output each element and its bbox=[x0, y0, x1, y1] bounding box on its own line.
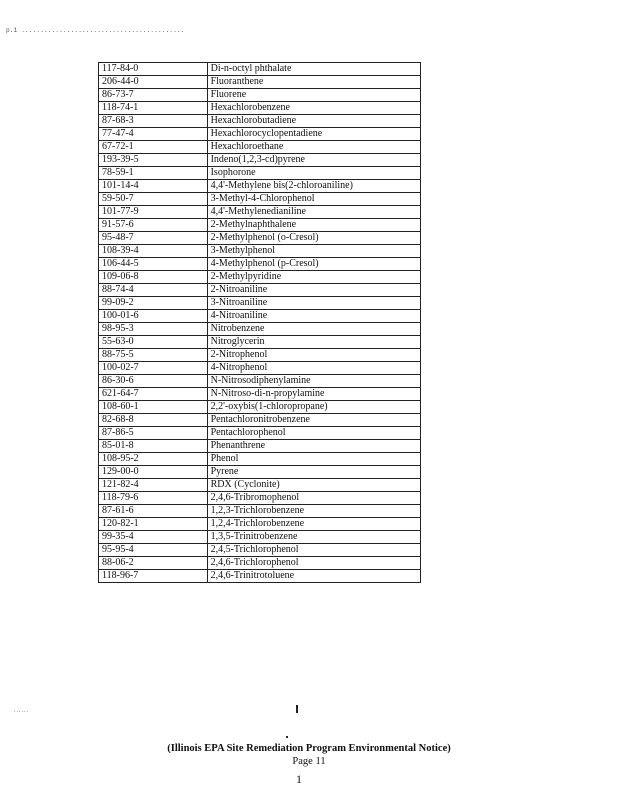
footer-page-number: Page 11 bbox=[292, 756, 326, 767]
table-row bbox=[99, 323, 421, 336]
table-row bbox=[99, 167, 421, 180]
stray-dot bbox=[286, 736, 288, 738]
stray-mark-vertical bbox=[296, 705, 298, 713]
chemical-table-body bbox=[99, 63, 421, 583]
chemical-name-cell: 1,2,4-Trichlorobenzene bbox=[207, 518, 420, 531]
chemical-name-cell: 2-Nitroaniline bbox=[207, 284, 420, 297]
stray-mark: ...... bbox=[14, 708, 29, 714]
chemical-name-cell: 3-Methylphenol bbox=[207, 245, 420, 258]
table-row bbox=[99, 453, 421, 466]
table-row bbox=[99, 414, 421, 427]
cas-number-cell: 109-06-8 bbox=[99, 271, 208, 284]
cas-number-cell: 95-95-4 bbox=[99, 544, 208, 557]
cas-number-cell: 101-77-9 bbox=[99, 206, 208, 219]
table-row bbox=[99, 89, 421, 102]
chemical-name-cell: Hexachlorocyclopentadiene bbox=[207, 128, 420, 141]
cas-number-cell: 91-57-6 bbox=[99, 219, 208, 232]
cas-number-cell: 121-82-4 bbox=[99, 479, 208, 492]
chemical-name-cell: Isophorone bbox=[207, 167, 420, 180]
chemical-table bbox=[98, 62, 421, 583]
table-row bbox=[99, 440, 421, 453]
cas-number-cell: 193-39-5 bbox=[99, 154, 208, 167]
chemical-name-cell: 2,4,6-Trichlorophenol bbox=[207, 557, 420, 570]
table-row bbox=[99, 245, 421, 258]
table-row bbox=[99, 180, 421, 193]
table-row bbox=[99, 154, 421, 167]
cas-number-cell: 99-35-4 bbox=[99, 531, 208, 544]
cas-number-cell: 88-74-4 bbox=[99, 284, 208, 297]
table-row bbox=[99, 505, 421, 518]
table-row bbox=[99, 531, 421, 544]
cas-number-cell: 108-60-1 bbox=[99, 401, 208, 414]
table-row bbox=[99, 284, 421, 297]
cas-number-cell: 118-79-6 bbox=[99, 492, 208, 505]
chemical-name-cell: 1,2,3-Trichlorobenzene bbox=[207, 505, 420, 518]
cas-number-cell: 82-68-8 bbox=[99, 414, 208, 427]
chemical-name-cell: Hexachloroethane bbox=[207, 141, 420, 154]
cas-number-cell: 87-61-6 bbox=[99, 505, 208, 518]
chemical-name-cell: Indeno(1,2,3-cd)pyrene bbox=[207, 154, 420, 167]
chemical-name-cell: 1,3,5-Trinitrobenzene bbox=[207, 531, 420, 544]
chemical-name-cell: 2,4,6-Tribromophenol bbox=[207, 492, 420, 505]
chemical-name-cell: 4,4'-Methylene bis(2-chloroaniline) bbox=[207, 180, 420, 193]
cas-number-cell: 108-95-2 bbox=[99, 453, 208, 466]
table-row bbox=[99, 466, 421, 479]
table-row bbox=[99, 401, 421, 414]
cas-number-cell: 118-96-7 bbox=[99, 570, 208, 583]
cas-number-cell: 86-73-7 bbox=[99, 89, 208, 102]
table-row bbox=[99, 206, 421, 219]
table-row bbox=[99, 297, 421, 310]
cas-number-cell: 55-63-0 bbox=[99, 336, 208, 349]
chemical-name-cell: Di-n-octyl phthalate bbox=[207, 63, 420, 76]
chemical-name-cell: 4-Methylphenol (p-Cresol) bbox=[207, 258, 420, 271]
cas-number-cell: 77-47-4 bbox=[99, 128, 208, 141]
table-row bbox=[99, 388, 421, 401]
chemical-name-cell: N-Nitroso-di-n-propylamine bbox=[207, 388, 420, 401]
table-row bbox=[99, 115, 421, 128]
chemical-name-cell: Pentachloronitrobenzene bbox=[207, 414, 420, 427]
chemical-name-cell: 4,4'-Methylenedianiline bbox=[207, 206, 420, 219]
cas-number-cell: 129-00-0 bbox=[99, 466, 208, 479]
chemical-name-cell: 2-Nitrophenol bbox=[207, 349, 420, 362]
cas-number-cell: 120-82-1 bbox=[99, 518, 208, 531]
cas-number-cell: 78-59-1 bbox=[99, 167, 208, 180]
table-row bbox=[99, 349, 421, 362]
cas-number-cell: 106-44-5 bbox=[99, 258, 208, 271]
table-row bbox=[99, 479, 421, 492]
table-row bbox=[99, 63, 421, 76]
cas-number-cell: 59-50-7 bbox=[99, 193, 208, 206]
cas-number-cell: 99-09-2 bbox=[99, 297, 208, 310]
table-row bbox=[99, 557, 421, 570]
cas-number-cell: 206-44-0 bbox=[99, 76, 208, 89]
chemical-name-cell: Nitroglycerin bbox=[207, 336, 420, 349]
cas-number-cell: 100-01-6 bbox=[99, 310, 208, 323]
cas-number-cell: 87-86-5 bbox=[99, 427, 208, 440]
chemical-name-cell: 2-Methylnaphthalene bbox=[207, 219, 420, 232]
cas-number-cell: 67-72-1 bbox=[99, 141, 208, 154]
chemical-name-cell: 2-Methylphenol (o-Cresol) bbox=[207, 232, 420, 245]
cas-number-cell: 95-48-7 bbox=[99, 232, 208, 245]
table-row bbox=[99, 492, 421, 505]
table-row bbox=[99, 336, 421, 349]
cas-number-cell: 621-64-7 bbox=[99, 388, 208, 401]
cas-number-cell: 118-74-1 bbox=[99, 102, 208, 115]
chemical-name-cell: 2-Methylpyridine bbox=[207, 271, 420, 284]
chemical-name-cell: Hexachlorobutadiene bbox=[207, 115, 420, 128]
chemical-name-cell: Pentachlorophenol bbox=[207, 427, 420, 440]
table-row bbox=[99, 375, 421, 388]
chemical-name-cell: 2,4,6-Trinitrotoluene bbox=[207, 570, 420, 583]
chemical-name-cell: N-Nitrosodiphenylamine bbox=[207, 375, 420, 388]
chemical-name-cell: Phenol bbox=[207, 453, 420, 466]
table-row bbox=[99, 570, 421, 583]
chemical-name-cell: Phenanthrene bbox=[207, 440, 420, 453]
table-row bbox=[99, 258, 421, 271]
chemical-name-cell: Nitrobenzene bbox=[207, 323, 420, 336]
cas-number-cell: 86-30-6 bbox=[99, 375, 208, 388]
table-row bbox=[99, 518, 421, 531]
footer-tick-mark: 1 bbox=[296, 772, 302, 786]
cas-number-cell: 87-68-3 bbox=[99, 115, 208, 128]
chemical-name-cell: Pyrene bbox=[207, 466, 420, 479]
footer-title: (Illinois EPA Site Remediation Program Environmental Notice) bbox=[167, 743, 451, 754]
table-row bbox=[99, 427, 421, 440]
cas-number-cell: 101-14-4 bbox=[99, 180, 208, 193]
chemical-name-cell: Fluorene bbox=[207, 89, 420, 102]
cas-number-cell: 117-84-0 bbox=[99, 63, 208, 76]
table-row bbox=[99, 128, 421, 141]
table-row bbox=[99, 544, 421, 557]
chemical-name-cell: 3-Methyl-4-Chlorophenol bbox=[207, 193, 420, 206]
cas-number-cell: 108-39-4 bbox=[99, 245, 208, 258]
table-row bbox=[99, 102, 421, 115]
chemical-name-cell: 2,2'-oxybis(1-chloropropane) bbox=[207, 401, 420, 414]
cas-number-cell: 85-01-8 bbox=[99, 440, 208, 453]
table-row bbox=[99, 310, 421, 323]
table-row bbox=[99, 193, 421, 206]
table-row bbox=[99, 271, 421, 284]
chemical-name-cell: Hexachlorobenzene bbox=[207, 102, 420, 115]
fax-header: p.1 ........................................... bbox=[6, 27, 185, 34]
table-row bbox=[99, 362, 421, 375]
table-row bbox=[99, 232, 421, 245]
cas-number-cell: 88-06-2 bbox=[99, 557, 208, 570]
cas-number-cell: 100-02-7 bbox=[99, 362, 208, 375]
cas-number-cell: 88-75-5 bbox=[99, 349, 208, 362]
chemical-name-cell: 4-Nitroaniline bbox=[207, 310, 420, 323]
table-row bbox=[99, 219, 421, 232]
chemical-name-cell: 4-Nitrophenol bbox=[207, 362, 420, 375]
cas-number-cell: 98-95-3 bbox=[99, 323, 208, 336]
chemical-name-cell: 2,4,5-Trichlorophenol bbox=[207, 544, 420, 557]
table-row bbox=[99, 141, 421, 154]
chemical-name-cell: Fluoranthene bbox=[207, 76, 420, 89]
chemical-name-cell: RDX (Cyclonite) bbox=[207, 479, 420, 492]
table-row bbox=[99, 76, 421, 89]
chemical-name-cell: 3-Nitroaniline bbox=[207, 297, 420, 310]
